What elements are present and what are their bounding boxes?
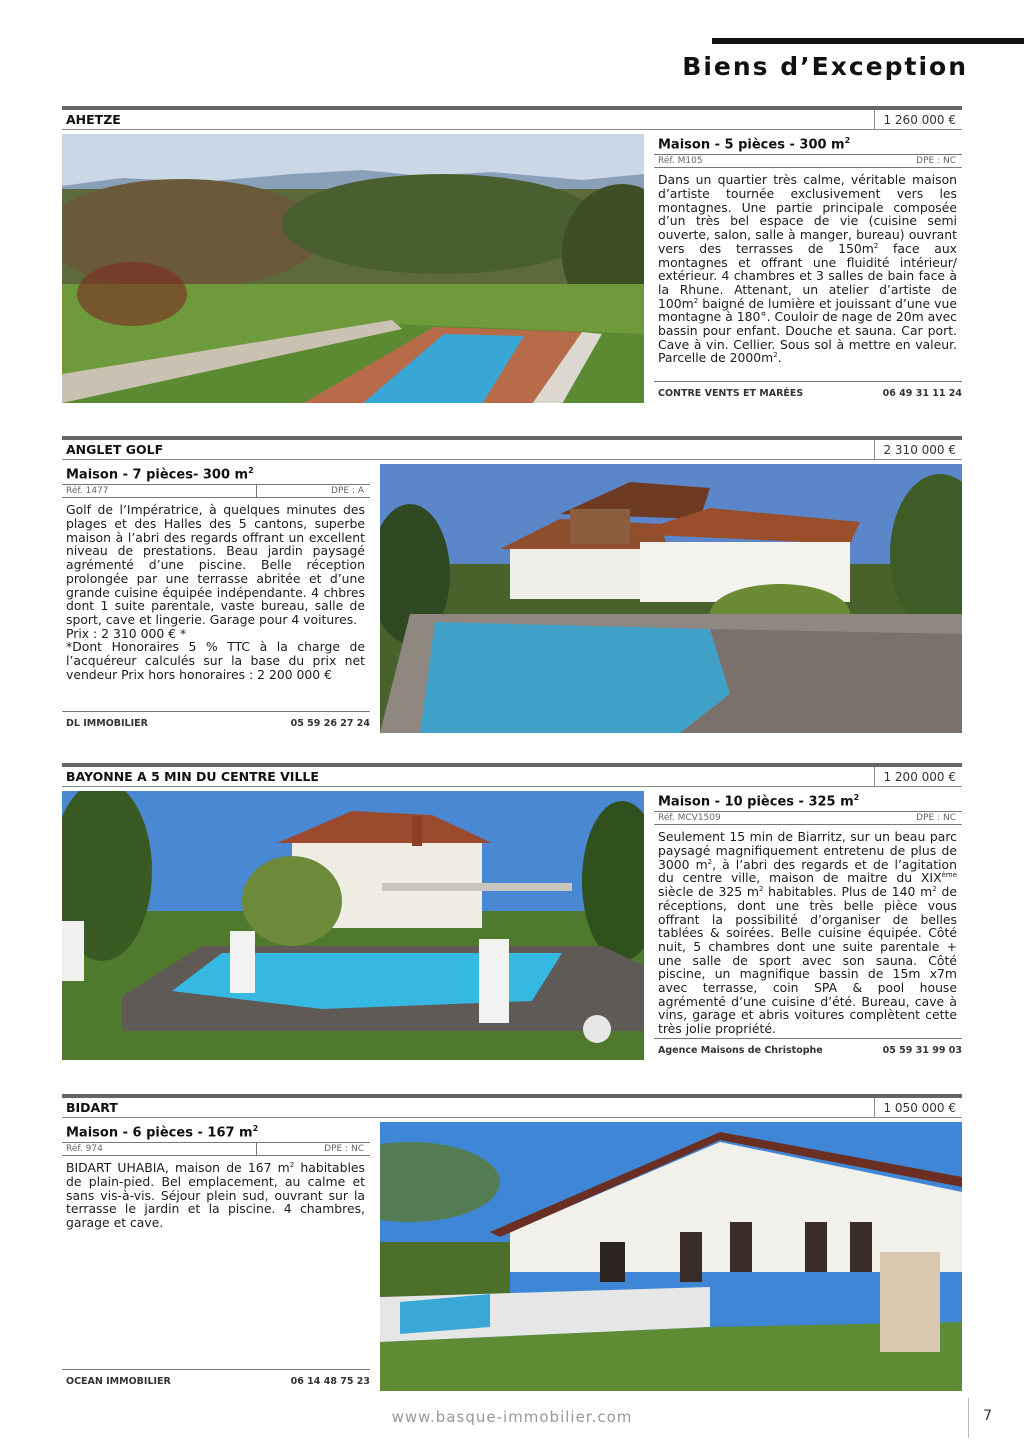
listing-info (62, 464, 370, 733)
listing-price: 1 050 000 € (874, 1098, 962, 1118)
listing-type: Maison - 7 pièces- 300 $m^2$ (66, 466, 254, 483)
listing-city: BIDART (66, 1100, 118, 1115)
listing-header (62, 1094, 962, 1118)
listing-price: 1 260 000 € (874, 110, 962, 130)
listing-footer (62, 711, 370, 733)
listing-type: Maison - 5 pièces - 300 $m^2$ (658, 136, 851, 153)
listing-bayonne (62, 763, 962, 1063)
listing-header (62, 436, 962, 460)
agency-name: CONTRE VENTS ET MARÉES (658, 388, 804, 399)
listing-info (62, 1122, 370, 1391)
listing-dpe: DPE : NC (916, 156, 956, 167)
property-photo (62, 791, 644, 1060)
listing-footer (654, 1038, 962, 1060)
listing-type: Maison - 10 pièces - 325 $m^2$ (658, 793, 860, 810)
listing-info (654, 134, 962, 403)
listing-footer (62, 1369, 370, 1391)
agency-name: Agence Maisons de Christophe (658, 1045, 823, 1056)
ref-row (62, 484, 370, 498)
listing-ahetze (62, 106, 962, 406)
listing-price: 2 310 000 € (874, 440, 962, 460)
property-photo (380, 1122, 962, 1391)
property-photo (62, 134, 644, 403)
listing-description: BIDART UHABIA, maison de 167 $m^2$ habitables de plain-pied. Bel emplacement, au calme et sans vis-à-vis. Séjour plein sud, ouvrant sur la terrasse le jardin et la piscine. 4 chambres, garage et cave. (66, 1160, 366, 1231)
agency-name: OCEAN IMMOBILIER (66, 1376, 171, 1387)
listing-header (62, 763, 962, 787)
page-number: 7 (968, 1398, 992, 1438)
listing-description: Seulement 15 min de Biarritz, sur un beau parc paysagé magnifiquement entretenu de plus de 3000 $m^2$, à l’abri des regards et de l’agitation du centre ville, maison de maitre du XIXème siècle de 325 $m^2$ habitables. Plus de 140 $m^2$ de réceptions, dont une très belle pièce vous offrant la possibilité d’organiser de belles tablées & soirées. Belle cuisine équipée. Côté nuit, 5 chambres dont une suite parentale + une salle de sport avec son sauna. Côté piscine, un magnifique bassin de 15m x7m avec terrasse, coin SPA & pool house agrémenté d’une cuisine d’été. Bureau, cave à vins, garage et abris voitures complètent cette très jolie propriété. (658, 829, 957, 1037)
agency-phone: 06 14 48 75 23 (290, 1376, 370, 1387)
section-title: Biens d’Exception (682, 52, 968, 81)
property-photo (380, 464, 962, 733)
listing-city: BAYONNE A 5 MIN DU CENTRE VILLE (66, 769, 319, 784)
listing-footer (654, 381, 962, 403)
listing-ref: Réf. 974 (66, 1144, 103, 1155)
listing-type: Maison - 6 pièces - 167 $m^2$ (66, 1124, 259, 1141)
listing-anglet-golf (62, 436, 962, 736)
ref-row (654, 811, 962, 825)
header-bar (712, 38, 1024, 44)
listing-ref: Réf. MCV1509 (658, 813, 721, 824)
listing-info (654, 791, 962, 1060)
listing-dpe: DPE : NC (916, 813, 956, 824)
listing-ref: Réf. M105 (658, 156, 703, 167)
agency-name: DL IMMOBILIER (66, 718, 148, 729)
listing-header (62, 106, 962, 130)
listing-description: Dans un quartier très calme, véritable maison d’artiste tournée exclusivement vers les montagnes. Une partie principale composée d’un très bel espace de vie (cuisine semi ouverte, salon, salle à manger, bureau) ouvrant vers des terrasses de $150m^2$ face aux montagnes et offrant une fluidité intérieur/ extérieur. 4 chambres et 3 salles de bain face à la Rhune. Attenant, un atelier d’artiste de $100m^2$ baigné de lumière et jouissant d’une vue montagne à 180°. Couloir de nage de 20m avec bassin pour enfant. Douche et sauna. Car port. Cave à vin. Cellier. Sous sol à mettre en valeur. Parcelle de $2000m^2$. (658, 172, 958, 366)
listing-description: Golf de l’Impératrice, à quelques minutes des plages et des Halles des 5 cantons, superbe maison à l’abri des regards offrant un excellent niveau de prestations. Beau jardin paysagé agrémenté d’une piscine. Belle réception prolongée par une terrasse abritée et d’une grande cuisine équipée indépendante. 4 chbres dont 1 suite parentale, vaste bureau, salle de sport, cave et lingerie. Garage pour 4 voitures. Prix : 2 310 000 € * *Dont Honoraires 5 % TTC à la charge de l’acquéreur calculés sur la base du prix net vendeur Prix hors honoraires : 2 200 000 € (66, 502, 365, 682)
ref-row (654, 154, 962, 168)
agency-phone: 05 59 26 27 24 (290, 718, 370, 729)
website-url[interactable]: www.basque-immobilier.com (391, 1408, 633, 1426)
ref-row (62, 1142, 370, 1156)
agency-phone: 05 59 31 99 03 (882, 1045, 962, 1056)
listing-ref: Réf. 1477 (66, 486, 109, 497)
listing-bidart (62, 1094, 962, 1394)
listing-dpe: DPE : A (331, 486, 364, 497)
listing-city: AHETZE (66, 112, 121, 127)
agency-phone: 06 49 31 11 24 (882, 388, 962, 399)
listing-dpe: DPE : NC (324, 1144, 364, 1155)
listing-city: ANGLET GOLF (66, 442, 164, 457)
listing-price: 1 200 000 € (874, 767, 962, 787)
